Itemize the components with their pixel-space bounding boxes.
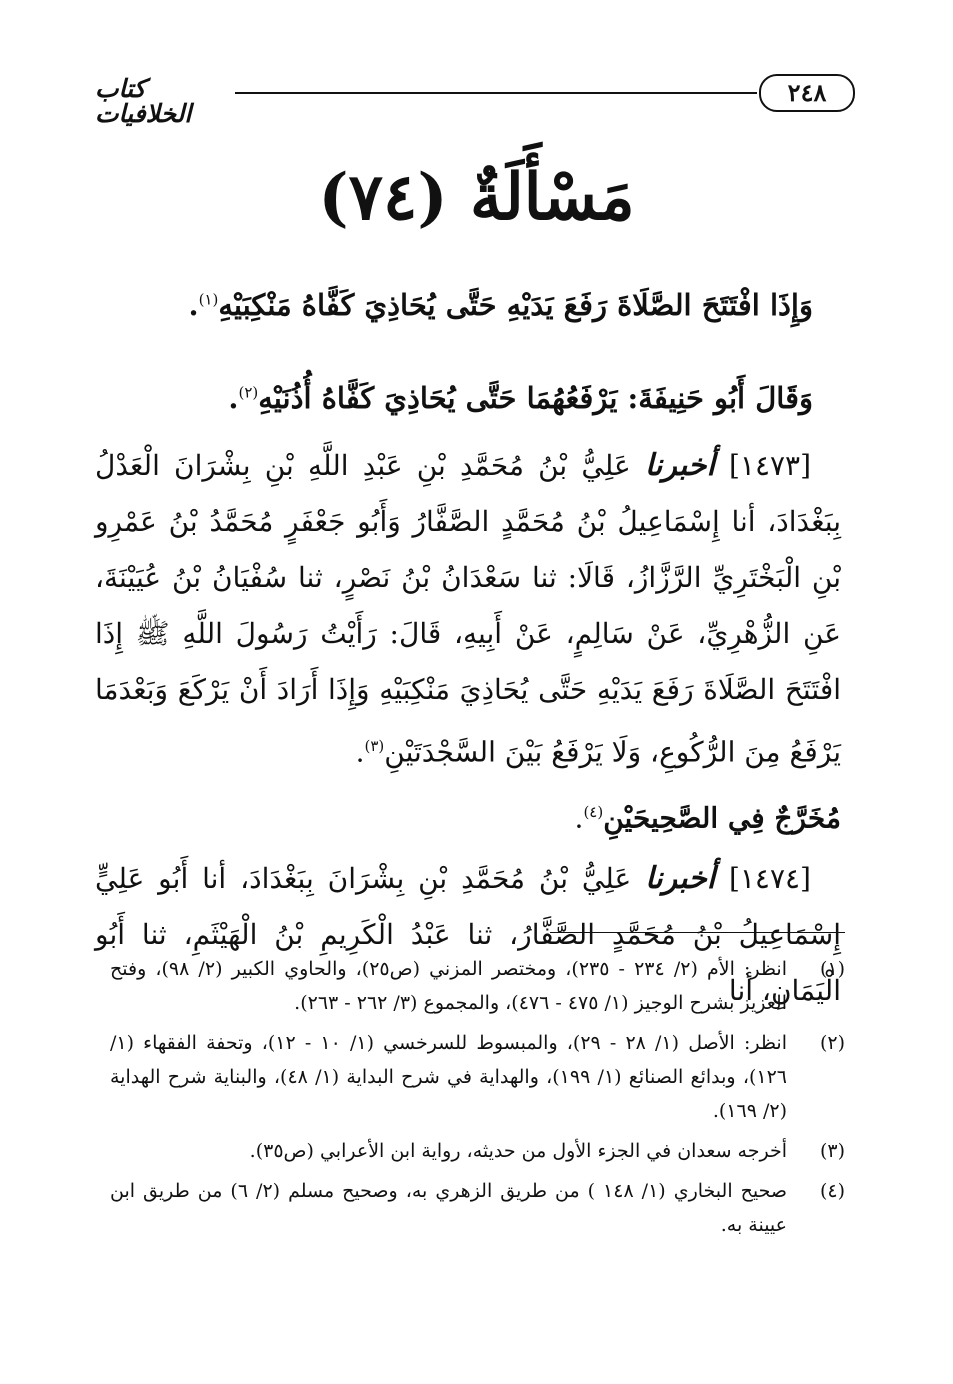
takhrij-end: . (574, 801, 584, 835)
footnotes (110, 952, 845, 1248)
statement-text: وَقَالَ أَبُو حَنِيفَةَ: يَرْفَعُهُمَا حَتَّى يُحَاذِيَ كَفَّاهُ أُذُنَيْهِ (258, 381, 813, 415)
footnote-ref: (٢) (238, 383, 259, 402)
statement-end: . (188, 288, 199, 322)
footnote-text: انظر: الأصل (١/ ٢٨ - ٢٩)، والمبسوط للسرخسي (١/ ١٠ - ١٢)، وتحفة الفقهاء (١/ ١٢٦)، وبدائع الصنائع (١/ ١٩٩)، والهداية في شرح البداية (١/ ٤٨)، والبناية شرح الهداية (٢/ ١٦٩). (110, 1032, 788, 1122)
statement-text: وَإِذَا افْتَتَحَ الصَّلَاةَ رَفَعَ يَدَيْهِ حَتَّى يُحَاذِيَ كَفَّاهُ مَنْكِبَيْهِ (218, 288, 813, 322)
footnote-number: (١) (819, 958, 845, 980)
footnote-number: (٢) (819, 1032, 845, 1054)
statement-abu-hanifa (90, 378, 813, 419)
book-title: كتاب الخلافيات (95, 74, 192, 128)
footnote-number: (٤) (819, 1180, 845, 1202)
footnote-number: (٣) (819, 1140, 845, 1162)
hadith-number: [١٤٧٤] (728, 861, 811, 895)
footnote-text: صحيح البخاري (١/ ١٤٨ ) من طريق الزهري به، وصحيح مسلم (٢/ ٦) من طريق ابن عيينة به. (110, 1180, 787, 1236)
statement-end: . (228, 381, 239, 415)
statement-shafii (90, 285, 813, 326)
hadith-number: [١٤٧٣] (728, 449, 811, 482)
page-number: ٢٤٨ (759, 74, 855, 112)
footnote-1 (110, 952, 845, 1020)
akhbarana-word: أخبرنا (644, 448, 715, 483)
footnote-2 (110, 1026, 845, 1128)
footnote-4 (110, 1174, 845, 1242)
hadith-text: عَلِيُّ بْنُ مُحَمَّدِ بْنِ عَبْدِ اللَّهِ بْنِ بِشْرَانَ الْعَدْلُ بِبَغْدَادَ، أنا إِسْمَاعِيلُ بْنُ مُحَمَّدٍ الصَّفَّارُ وَأَبُو جَعْفَرٍ مُحَمَّدُ بْنُ عَمْرِو بْنِ الْبَخْتَرِيِّ الرَّزَّازُ، قَالَا: ثنا سَعْدَانُ بْنُ نَصْرٍ، ثنا سُفْيَانُ بْنُ عُيَيْنَةَ، عَنِ الزُّهْرِيِّ، عَنْ سَالِمٍ، عَنْ أَبِيهِ، قَالَ: رَأَيْتُ رَسُولَ اللَّهِ ﷺ إِذَا افْتَتَحَ الصَّلَاةَ رَفَعَ يَدَيْهِ حَتَّى يُحَاذِيَ مَنْكِبَيْهِ وَإِذَا أَرَادَ أَنْ يَرْكَعَ وَبَعْدَمَا يَرْفَعُ مِنَ الرُّكُوعِ، وَلَا يَرْفَعُ بَيْنَ السَّجْدَتَيْنِ (95, 449, 841, 769)
footnote-ref: (٤) (583, 803, 604, 822)
footnote-text: أخرجه سعدان في الجزء الأول من حديثه، رواية ابن الأعرابي (ص٣٥). (249, 1140, 787, 1162)
chapter-title: مَسْأَلَةٌ (٧٤) (318, 160, 635, 235)
footnote-text: انظر: الأم (٢/ ٢٣٤ - ٢٣٥)، ومختصر المزني (ص٢٥)، والحاوي الكبير (٢/ ٩٨)، وفتح العزيز بشرح الوجيز (١/ ٤٧٥ - ٤٧٦)، والمجموع (٣/ ٢٦٢ - ٢٦٣). (110, 958, 787, 1014)
footnote-rule (550, 932, 845, 933)
hadith-1473 (95, 438, 841, 780)
header-rule (235, 92, 757, 94)
takhrij-text: مُخَرَّجٌ فِي الصَّحِيحَيْنِ (603, 801, 841, 835)
takhrij-line (95, 784, 841, 846)
hadith-end: . (355, 735, 365, 769)
footnote-ref: (١) (198, 290, 219, 309)
akhbarana-word: أخبرنا (645, 860, 716, 896)
hadith-text: عَلِيُّ بْنُ مُحَمَّدِ بْنِ بِشْرَانَ بِبَغْدَادَ، أنا أَبُو عَلِيٍّ إِسْمَاعِيلُ بْنُ مُحَمَّدٍ الصَّفَّارُ، ثنا عَبْدُ الْكَرِيمِ بْنُ الْهَيْثَمِ، ثنا أَبُو الْيَمَانِ، أنا (95, 861, 841, 1007)
footnote-ref: (٣) (364, 737, 385, 755)
page-header (95, 68, 855, 128)
footnote-3 (110, 1134, 845, 1168)
